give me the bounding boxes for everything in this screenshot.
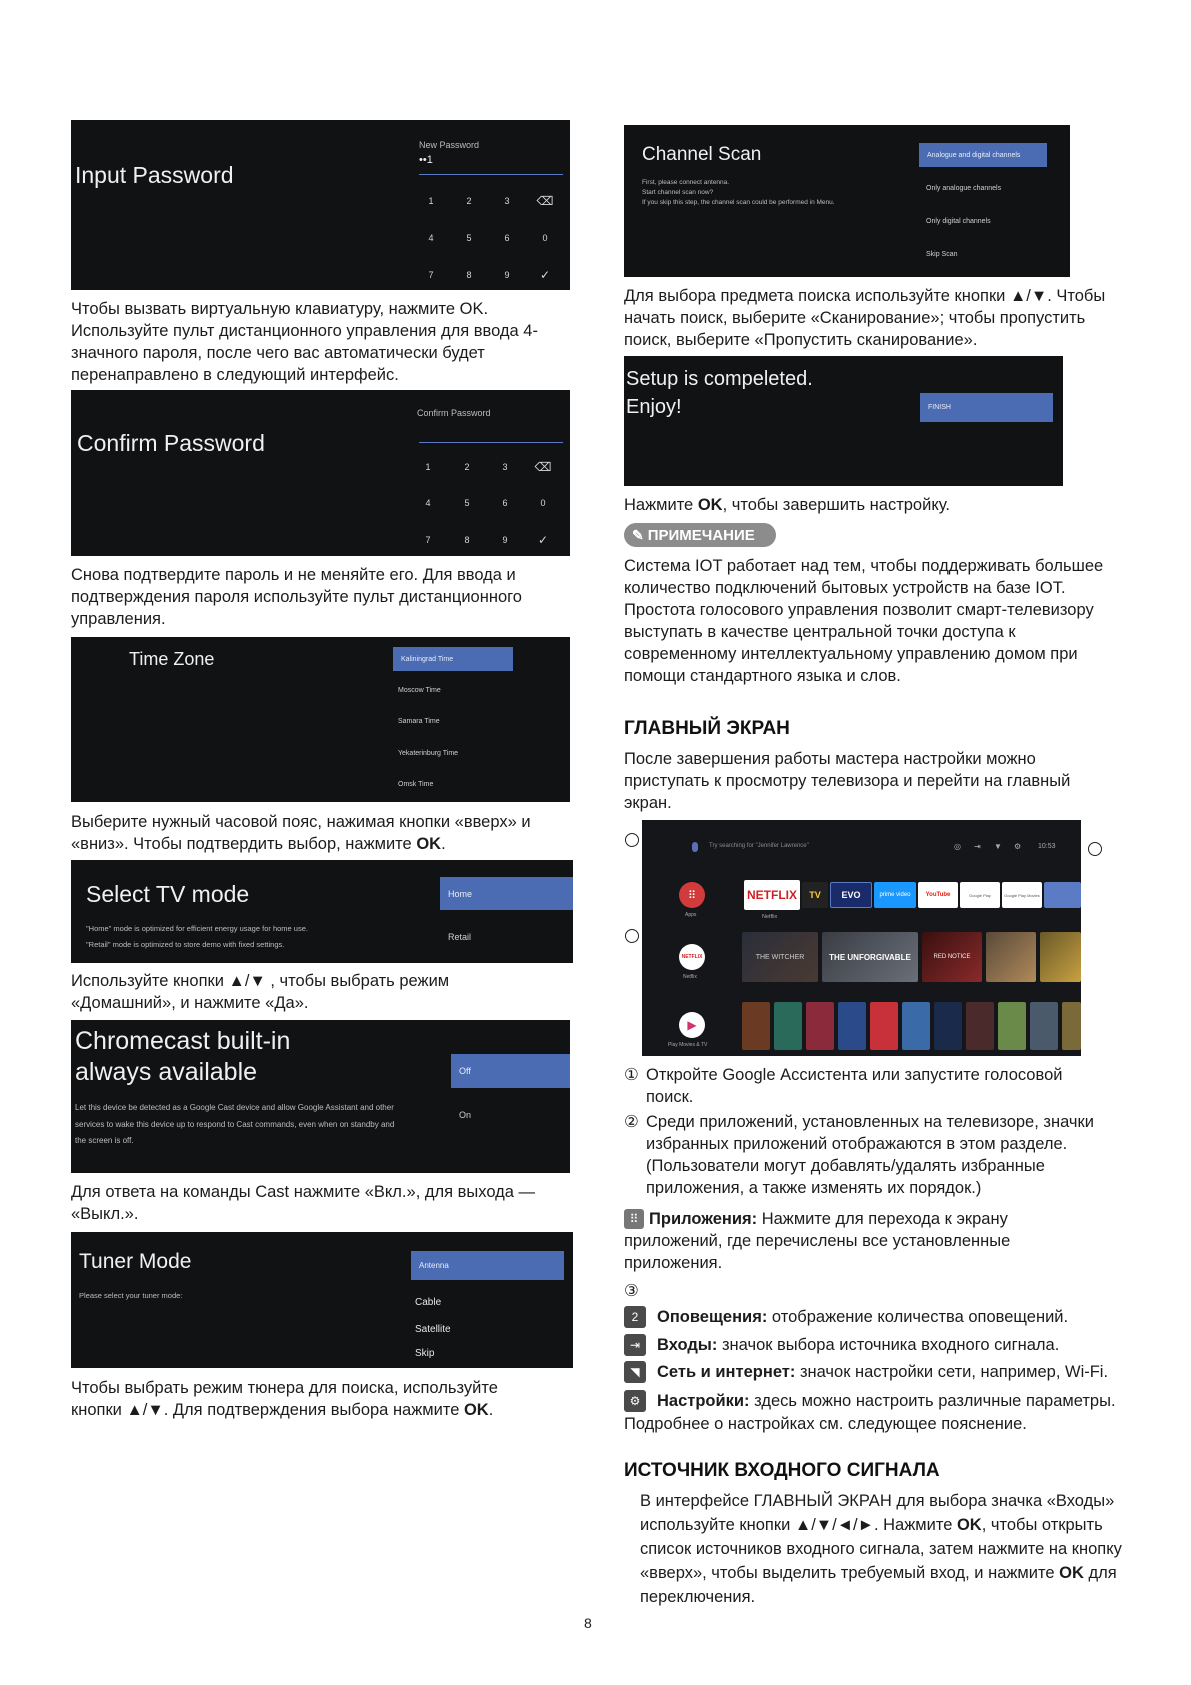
netflix-app-caption: Netflix: [762, 914, 778, 920]
new-password-label: New Password: [419, 140, 480, 150]
movie-tile-2[interactable]: [774, 1002, 802, 1050]
content-tile-5[interactable]: [1040, 932, 1081, 982]
home-screen: [642, 820, 1081, 1056]
movie-tile-3[interactable]: [806, 1002, 834, 1050]
tv-mode-title: Select TV mode: [86, 881, 250, 907]
time-zone-option-4[interactable]: Omsk Time: [398, 781, 434, 788]
key-6[interactable]: 6: [504, 233, 510, 243]
list-item-2-text: Среди приложений, установленных на телевизоре, значки избранных приложений отображаются в этом разделе. (Пользователи могут добавлять/удалять избранные приложения, а также изменять их порядок.): [646, 1113, 1094, 1197]
key-9[interactable]: 9: [504, 270, 510, 280]
channel-scan-desc-3: If you skip this step, the channel scan could be performed in Menu.: [642, 199, 835, 206]
tuner-mode-desc: Please select your tuner mode:: [79, 1291, 183, 1300]
inputs-text: значок выбора источника входного сигнала.: [717, 1336, 1060, 1354]
key-7[interactable]: 7: [425, 535, 431, 545]
list-item-2: [624, 1111, 1119, 1199]
ok-key-label: OK: [416, 835, 442, 853]
netflix-app-tile[interactable]: NETFLIX: [744, 880, 800, 910]
tv-app-tile[interactable]: TV: [802, 882, 828, 908]
movie-tile-11[interactable]: [1062, 1002, 1081, 1050]
movie-tile-10[interactable]: [1030, 1002, 1058, 1050]
setup-desc-2: , чтобы завершить настройку.: [722, 496, 950, 514]
confirm-password-label: Confirm Password: [417, 408, 491, 418]
settings-icon[interactable]: ⚙: [1014, 842, 1022, 851]
network-icon: ◥: [624, 1361, 646, 1383]
movie-tile-7[interactable]: [934, 1002, 962, 1050]
input-password-text: [71, 298, 571, 386]
prime-video-app-tile[interactable]: prime video: [874, 882, 916, 908]
finish-button[interactable]: FINISH: [920, 393, 1053, 422]
key-0[interactable]: 0: [540, 498, 546, 508]
network-description: [657, 1361, 1137, 1383]
setup-desc-1: Нажмите: [624, 496, 698, 514]
notifications-icon[interactable]: ◎: [954, 842, 961, 851]
key-3[interactable]: 3: [504, 196, 510, 206]
tuner-desc: Чтобы выбрать режим тюнера для поиска, используйте кнопки ▲/▼. Для подтверждения выбора нажмите: [71, 1379, 498, 1419]
input-password-title: Input Password: [75, 162, 234, 188]
source-desc-2: , чтобы открыть список источников входного сигнала, затем нажмите на кнопку «вверх», чтобы выделить требуемый вход, и нажмите: [640, 1516, 1122, 1582]
apps-text: Нажмите для перехода к экрану приложений, где перечислены все установленные приложения.: [624, 1210, 1011, 1272]
movie-tile-5[interactable]: [870, 1002, 898, 1050]
confirm-password-screen: [71, 390, 570, 556]
tv-mode-option-retail[interactable]: Retail: [448, 932, 472, 942]
list-item-2-number: ②: [624, 1113, 639, 1131]
chromecast-title-line-2: always available: [75, 1058, 258, 1086]
input-password-desc: Чтобы вызвать виртуальную клавиатуру, нажмите OK. Используйте пульт дистанционного управления для ввода 4-значного пароля, после чего вас автоматически будет перенаправлено в следующий интерфейс.: [71, 300, 538, 384]
note-text: Система IOT работает над тем, чтобы поддерживать большее количество подключений бытовых устройств на базе IOT. Простота голосового управления позволит смарт-телевизору выступать в качестве центральной точки доступа к современному интеллектуальному управлению домом при помощи стандартного языка и слов.: [624, 557, 1104, 685]
network-text: значок настройки сети, например, Wi-Fi.: [795, 1363, 1109, 1381]
key-8[interactable]: 8: [466, 270, 472, 280]
netflix-side-icon[interactable]: [679, 944, 705, 970]
list-item-1-text: Откройте Google Ассистента или запустите голосовой поиск.: [646, 1066, 1063, 1106]
tuner-mode-screen: [71, 1232, 573, 1368]
tuner-mode-title: Tuner Mode: [79, 1250, 192, 1273]
password-underline: [419, 174, 563, 175]
time-zone-option-0[interactable]: Kaliningrad Time: [393, 647, 513, 671]
check-icon[interactable]: ✓: [539, 268, 551, 282]
more-info-text: Подробнее о настройках см. следующее пояснение.: [624, 1415, 1027, 1433]
scan-option-analogue[interactable]: Only analogue channels: [926, 185, 1002, 192]
clock: 10:53: [1038, 843, 1056, 850]
movie-tile-1[interactable]: [742, 1002, 770, 1050]
youtube-app-tile[interactable]: YouTube: [918, 882, 958, 908]
callout-1-marker: [625, 833, 639, 847]
callout-2-marker: [625, 929, 639, 943]
inputs-icon[interactable]: ⇥: [974, 842, 981, 851]
key-7[interactable]: 7: [428, 270, 434, 280]
red-notice-title: RED NOTICE: [933, 954, 971, 960]
time-zone-screen: [71, 637, 570, 802]
key-1[interactable]: 1: [428, 196, 434, 206]
chromecast-screen: [71, 1020, 570, 1173]
apps-grid-icon: ⠿: [624, 1209, 644, 1229]
key-6[interactable]: 6: [502, 498, 508, 508]
callout-3-marker: [1088, 842, 1102, 856]
source-desc-3: для переключения.: [640, 1564, 1117, 1606]
movie-tile-4[interactable]: [838, 1002, 866, 1050]
list-item-3-number: ③: [624, 1282, 639, 1300]
notifications-description: [657, 1306, 1127, 1328]
scan-option-digital[interactable]: Only digital channels: [926, 218, 991, 225]
home-screen-heading: ГЛАВНЫЙ ЭКРАН: [624, 718, 790, 739]
ok-key-label: OK: [697, 496, 723, 514]
google-play-app-tile[interactable]: Google Play: [960, 882, 1000, 908]
notifications-label: Оповещения:: [657, 1308, 768, 1326]
play-movies-label: Play Movies & TV: [668, 1042, 708, 1048]
chromecast-title-line-1: Chromecast built-in: [75, 1027, 291, 1055]
confirm-password-text: Снова подтвердите пароль и не меняйте его. Для ввода и подтверждения пароля используйте пульт дистанционного управления.: [71, 566, 522, 628]
tuner-text: Чтобы выбрать режим тюнера для поиска, используйте кнопки ▲/▼. Для подтверждения выбора нажмите OK.: [71, 1379, 498, 1419]
tuner-option-skip[interactable]: Skip: [415, 1348, 435, 1359]
settings-label: Настройки:: [657, 1392, 750, 1410]
chromecast-option-off[interactable]: Off: [451, 1054, 570, 1088]
backspace-icon[interactable]: ⌫: [536, 194, 554, 208]
setup-text: [624, 494, 1119, 516]
channel-scan-desc-1: First, please connect antenna.: [642, 179, 730, 186]
google-play-movies-app-tile[interactable]: Google Play Movies: [1002, 882, 1042, 908]
network-label: Сеть и интернет:: [657, 1363, 796, 1381]
list-item-1-number: ①: [624, 1066, 639, 1084]
inputs-description: [657, 1334, 1127, 1356]
input-source-heading: ИСТОЧНИК ВХОДНОГО СИГНАЛА: [624, 1460, 940, 1481]
time-zone-option-2[interactable]: Samara Time: [398, 718, 440, 725]
note-label: ПРИМЕЧАНИЕ: [647, 526, 755, 544]
setup-complete-line-1: Setup is compeleted.: [626, 368, 813, 390]
mic-icon[interactable]: [692, 842, 698, 852]
page-number: 8: [584, 1615, 592, 1631]
apps-icon[interactable]: ⠿: [679, 882, 705, 908]
netflix-side-logo: NETFLIX: [681, 954, 703, 960]
confirm-password-title: Confirm Password: [77, 430, 265, 456]
movie-tile-8[interactable]: [966, 1002, 994, 1050]
chromecast-option-on[interactable]: On: [459, 1110, 472, 1120]
apps-label: Apps: [685, 912, 697, 918]
tv-mode-text: Используйте кнопки ▲/▼ , чтобы выбрать режим «Домашний», и нажмите «Да».: [71, 972, 450, 1012]
time-zone-option-3[interactable]: Yekaterinburg Time: [398, 750, 459, 757]
source-desc-1: В интерфейсе ГЛАВНЫЙ ЭКРАН для выбора значка «Входы» используйте кнопки ▲/▼/◄/►. Нажмите: [640, 1492, 1115, 1534]
tv-mode-option-home[interactable]: Home: [440, 877, 573, 910]
ok-key-label: OK: [1059, 1564, 1084, 1582]
channel-scan-desc-2: Start channel scan now?: [642, 189, 714, 196]
key-0[interactable]: 0: [542, 233, 548, 243]
tuner-option-antenna[interactable]: Antenna: [411, 1251, 564, 1280]
inputs-icon: ⇥: [624, 1334, 646, 1356]
content-tile-red-notice[interactable]: [922, 932, 982, 982]
search-hint[interactable]: Try searching for "Jennifer Lawrence": [709, 843, 809, 849]
chromecast-text: Для ответа на команды Cast нажмите «Вкл.», для выхода — «Выкл.».: [71, 1183, 536, 1223]
settings-text: здесь можно настроить различные параметры.: [749, 1392, 1116, 1410]
key-4[interactable]: 4: [425, 498, 431, 508]
new-password-value[interactable]: ••1: [419, 154, 433, 166]
key-3[interactable]: 3: [502, 462, 508, 472]
scan-option-analogue-digital[interactable]: Analogue and digital channels: [919, 143, 1047, 167]
key-4[interactable]: 4: [428, 233, 434, 243]
confirm-underline: [419, 442, 563, 443]
tv-mode-desc-2: "Retail" mode is optimized to store demo with fixed settings.: [86, 940, 285, 949]
notifications-icon: 2: [624, 1306, 646, 1328]
tv-mode-screen: [71, 860, 573, 963]
home-screen-text: После завершения работы мастера настройки можно приступать к просмотру телевизора и перейти на главный экран.: [624, 750, 1071, 812]
unforgivable-title: THE UNFORGIVABLE: [829, 952, 911, 962]
play-movies-icon[interactable]: ▶: [679, 1012, 705, 1038]
content-tile-unforgivable[interactable]: [822, 932, 918, 982]
key-5[interactable]: 5: [466, 233, 472, 243]
setup-complete-screen: [624, 356, 1063, 486]
settings-gear-icon: ⚙: [624, 1390, 646, 1412]
check-icon[interactable]: ✓: [537, 533, 549, 547]
key-2[interactable]: 2: [464, 462, 470, 472]
note-badge: [624, 523, 776, 547]
key-2[interactable]: 2: [466, 196, 472, 206]
backspace-icon[interactable]: ⌫: [534, 460, 552, 474]
time-zone-option-1[interactable]: Moscow Time: [398, 687, 441, 694]
tuner-option-cable[interactable]: Cable: [415, 1297, 442, 1308]
chromecast-desc: Let this device be detected as a Google Cast device and allow Google Assistant and other services to wake this device up to respond to Cast commands, even when on standby and the screen is off.: [75, 1103, 395, 1145]
key-9[interactable]: 9: [502, 535, 508, 545]
input-password-screen: [71, 120, 570, 290]
inputs-label: Входы:: [657, 1336, 718, 1354]
ok-key-label: OK: [956, 1516, 982, 1534]
apps-description: [624, 1208, 1094, 1274]
channel-scan-screen: [624, 125, 1070, 277]
tuner-option-satellite[interactable]: Satellite: [415, 1324, 451, 1335]
setup-complete-line-2: Enjoy!: [626, 396, 682, 418]
movie-tile-9[interactable]: [998, 1002, 1026, 1050]
content-tile-4[interactable]: [986, 932, 1036, 982]
settings-description: [657, 1390, 1137, 1412]
channel-scan-title: Channel Scan: [642, 144, 762, 165]
time-zone-text: Выберите нужный часовой пояс, нажимая кнопки «вверх» и «вниз». Чтобы подтвердить выбор, нажмите OK.: [71, 813, 531, 853]
key-8[interactable]: 8: [464, 535, 470, 545]
channel-scan-text: Для выбора предмета поиска используйте кнопки ▲/▼. Чтобы начать поиск, выберите «Сканирование»; чтобы пропустить поиск, выберите «Пропустить сканирование».: [624, 287, 1106, 349]
ok-key-label: OK: [463, 1401, 489, 1419]
content-tile-witcher[interactable]: [742, 932, 818, 982]
extra-app-tile[interactable]: [1044, 882, 1081, 908]
list-item-1: [624, 1064, 1114, 1108]
wifi-icon[interactable]: ▼: [994, 842, 1002, 851]
key-5[interactable]: 5: [464, 498, 470, 508]
key-1[interactable]: 1: [425, 462, 431, 472]
apps-label: Приложения:: [649, 1210, 758, 1228]
input-source-text: [640, 1489, 1130, 1609]
netflix-side-label: Netflix: [683, 974, 697, 980]
notifications-text: отображение количества оповещений.: [767, 1308, 1069, 1326]
time-zone-desc: Выберите нужный часовой пояс, нажимая кнопки «вверх» и «вниз». Чтобы подтвердить выбор, нажмите: [71, 813, 531, 853]
movie-tile-6[interactable]: [902, 1002, 930, 1050]
pencil-icon: ✎: [632, 526, 644, 543]
witcher-title: THE WITCHER: [755, 953, 805, 961]
evo-app-tile[interactable]: EVO: [830, 882, 872, 908]
tv-mode-desc-1: "Home" mode is optimized for efficient energy usage for home use.: [86, 924, 308, 933]
scan-option-skip[interactable]: Skip Scan: [926, 251, 958, 258]
time-zone-title: Time Zone: [129, 649, 215, 669]
